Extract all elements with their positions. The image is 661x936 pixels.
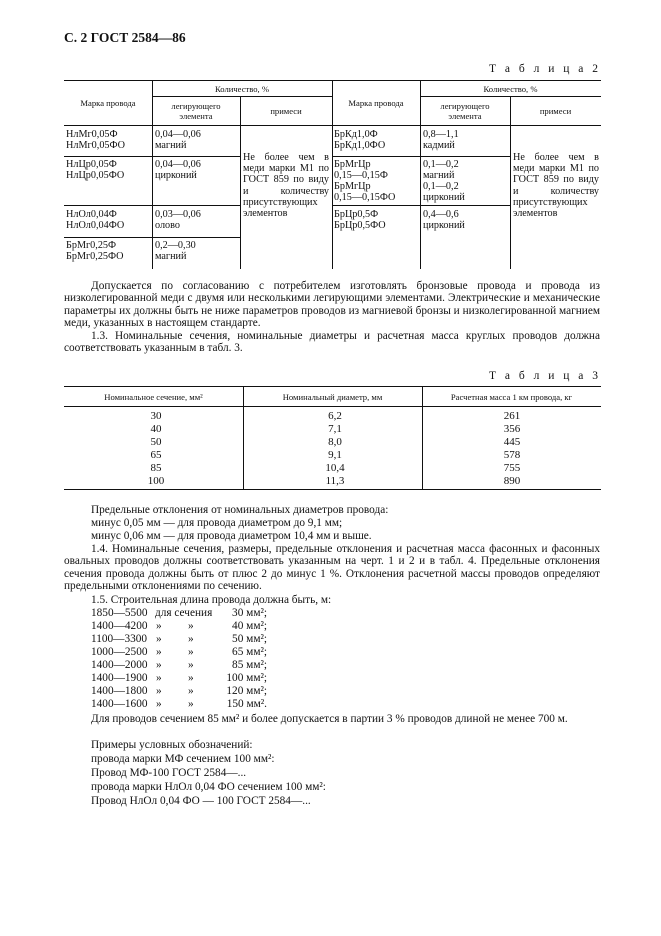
t3-cell-mass: 261 — [503, 410, 521, 422]
example-line: Провод МФ-100 ГОСТ 2584—... — [91, 767, 247, 779]
t3-cell-section: 30 — [150, 410, 162, 422]
t2-alloy-cell: 0,03—0,06 олово — [155, 209, 201, 231]
t3-cell-diameter: 7,1 — [328, 423, 342, 435]
length-range: 1850—5500 — [91, 607, 148, 619]
t2-alloy-cell: 0,4—0,6 цирконий — [423, 209, 465, 231]
length-range: 1400—1800 — [91, 685, 148, 697]
ditto-mark: » — [188, 685, 194, 697]
ditto-mark: » — [188, 672, 194, 684]
t2-header-impurity-left: примеси — [270, 106, 302, 116]
t3-cell-diameter: 10,4 — [325, 462, 345, 474]
t3-cell-section: 65 — [150, 449, 162, 461]
t3-cell-diameter: 9,1 — [328, 449, 342, 461]
ditto-mark: » — [156, 659, 162, 671]
length-section: 40 мм²; — [232, 620, 267, 632]
length-range: 1400—4200 — [91, 620, 148, 632]
t3-cell-mass: 578 — [503, 449, 521, 461]
t2-header-quantity-left: Количество, % — [214, 84, 270, 94]
t3-header-diameter: Номинальный диаметр, мм — [282, 392, 383, 402]
t3-cell-diameter: 6,2 — [328, 410, 342, 422]
length-label: для сечения — [155, 607, 213, 619]
t2-grade-cell: НлОл0,04Ф НлОл0,04ФО — [66, 209, 125, 231]
t2-grade-cell: НлМг0,05Ф НлМг0,05ФО — [66, 129, 126, 151]
t2-header-alloy-left: легирующего элемента — [171, 101, 221, 121]
length-range: 1400—1900 — [91, 672, 148, 684]
example-line: Провод НлОл 0,04 ФО — 100 ГОСТ 2584—... — [91, 795, 311, 807]
length-section: 120 мм²; — [226, 685, 267, 697]
ditto-mark: » — [188, 633, 194, 645]
length-section: 50 мм²; — [232, 633, 267, 645]
t3-cell-mass: 445 — [503, 436, 521, 448]
t2-header-grade-left: Марка провода — [80, 98, 136, 108]
examples-title: Примеры условных обозначений: — [91, 739, 253, 751]
length-section: 85 мм²; — [232, 659, 267, 671]
t2-alloy-cell: 0,04—0,06 цирконий — [155, 159, 201, 181]
paragraph-alloys: Допускается по согласованию с потребителем изготовлять бронзовые провода и провода из низколегированной меди с двумя или несколькими легирующими элементами. Электрические и механические параметры их должны быть не ниже параметров проводов из магниевой бронзы и низколегированной магнием меди, указанных в настоящем стандарте. — [64, 280, 600, 329]
ditto-mark: » — [156, 646, 162, 658]
ditto-mark: » — [156, 620, 162, 632]
t2-alloy-cell: 0,2—0,30 магний — [155, 240, 196, 262]
ditto-mark: » — [188, 620, 194, 632]
length-range: 1100—3300 — [91, 633, 148, 645]
paragraph-1-3: 1.3. Номинальные сечения, номинальные диаметры и расчетная масса круглых проводов должна соответствовать указанным в табл. 3. — [64, 330, 600, 355]
t2-header-grade-right: Марка провода — [348, 98, 404, 108]
t3-header-section: Номинальное сечение, мм² — [104, 392, 203, 402]
length-range: 1400—2000 — [91, 659, 148, 671]
t3-cell-section: 50 — [150, 436, 162, 448]
table3-caption: Т а б л и ц а 3 — [488, 370, 601, 382]
length-range: 1400—1600 — [91, 698, 148, 710]
t2-alloy-cell: 0,1—0,2 магний 0,1—0,2 цирконий — [423, 159, 465, 203]
ditto-mark: » — [156, 698, 162, 710]
ditto-mark: » — [188, 698, 194, 710]
t3-cell-diameter: 8,0 — [328, 436, 342, 448]
t3-cell-mass: 356 — [503, 423, 521, 435]
deviation-line: минус 0,05 мм — для провода диаметром до 9,1 мм; — [91, 517, 343, 529]
t2-impurity-note-left: Не более чем в меди марки М1 по ГОСТ 859 по виду и количеству присутствующих элементов — [243, 152, 329, 220]
t3-cell-section: 85 — [150, 462, 162, 474]
t3-cell-mass: 890 — [503, 475, 521, 487]
example-line: провода марки МФ сечением 100 мм²: — [91, 753, 275, 765]
t2-impurity-note-right: Не более чем в меди марки М1 по ГОСТ 859 по виду и количеству присутствующих элементов — [513, 152, 599, 220]
paragraph-batch: Для проводов сечением 85 мм² и более допускается в партии 3 % проводов длиной не менее 700 м. — [91, 713, 568, 725]
length-section: 65 мм²; — [232, 646, 267, 658]
t2-header-alloy-right: легирующего элемента — [440, 101, 490, 121]
t3-cell-diameter: 11,3 — [325, 475, 345, 487]
length-section: 150 мм². — [226, 698, 267, 710]
t3-cell-mass: 755 — [503, 462, 521, 474]
paragraph-1-5: 1.5. Строительная длина провода должна быть, м: — [91, 594, 332, 606]
t3-cell-section: 40 — [150, 423, 162, 435]
t3-cell-section: 100 — [147, 475, 165, 487]
ditto-mark: » — [188, 659, 194, 671]
length-range: 1000—2500 — [91, 646, 148, 658]
example-line: провода марки НлОл 0,04 ФО сечением 100 мм²: — [91, 781, 326, 793]
t2-header-quantity-right: Количество, % — [483, 84, 538, 94]
t3-header-mass: Расчетная масса 1 км провода, кг — [450, 392, 573, 402]
t2-header-impurity-right: примеси — [539, 106, 572, 116]
paragraph-1-4: 1.4. Номинальные сечения, размеры, предельные отклонения и расчетная масса фасонных и фасонных овальных проводов должны соответствовать указанным на черт. 1 и 2 и в табл. 4. Предельные отклонения сечения провода должны быть от плюс 2 до минус 1 %. Отклонения расчетной массы проводов определяют предельными отклонениями по сечению. — [64, 543, 600, 592]
ditto-mark: » — [188, 646, 194, 658]
page-header: С. 2 ГОСТ 2584—86 — [64, 30, 186, 45]
deviations-title: Предельные отклонения от номинальных диаметров провода: — [91, 504, 389, 516]
t2-alloy-cell: 0,8—1,1 кадмий — [423, 129, 459, 151]
ditto-mark: » — [156, 685, 162, 697]
length-section: 30 мм²; — [232, 607, 267, 619]
table2-caption: Т а б л и ц а 2 — [488, 63, 601, 75]
t2-grade-cell: БрМгЦр 0,15—0,15Ф БрМгЦр 0,15—0,15ФО — [334, 159, 396, 203]
t2-grade-cell: БрМг0,25Ф БрМг0,25ФО — [66, 240, 124, 262]
t2-grade-cell: НлЦр0,05Ф НлЦр0,05ФО — [66, 159, 125, 181]
length-section: 100 мм²; — [226, 672, 267, 684]
t2-alloy-cell: 0,04—0,06 магний — [155, 129, 201, 151]
t2-grade-cell: БрЦр0,5Ф БрЦр0,5ФО — [334, 209, 386, 231]
ditto-mark: » — [156, 633, 162, 645]
t2-grade-cell: БрКд1,0Ф БрКд1,0ФО — [334, 129, 386, 151]
deviation-line: минус 0,06 мм — для провода диаметром 10,4 мм и выше. — [91, 530, 372, 542]
ditto-mark: » — [156, 672, 162, 684]
